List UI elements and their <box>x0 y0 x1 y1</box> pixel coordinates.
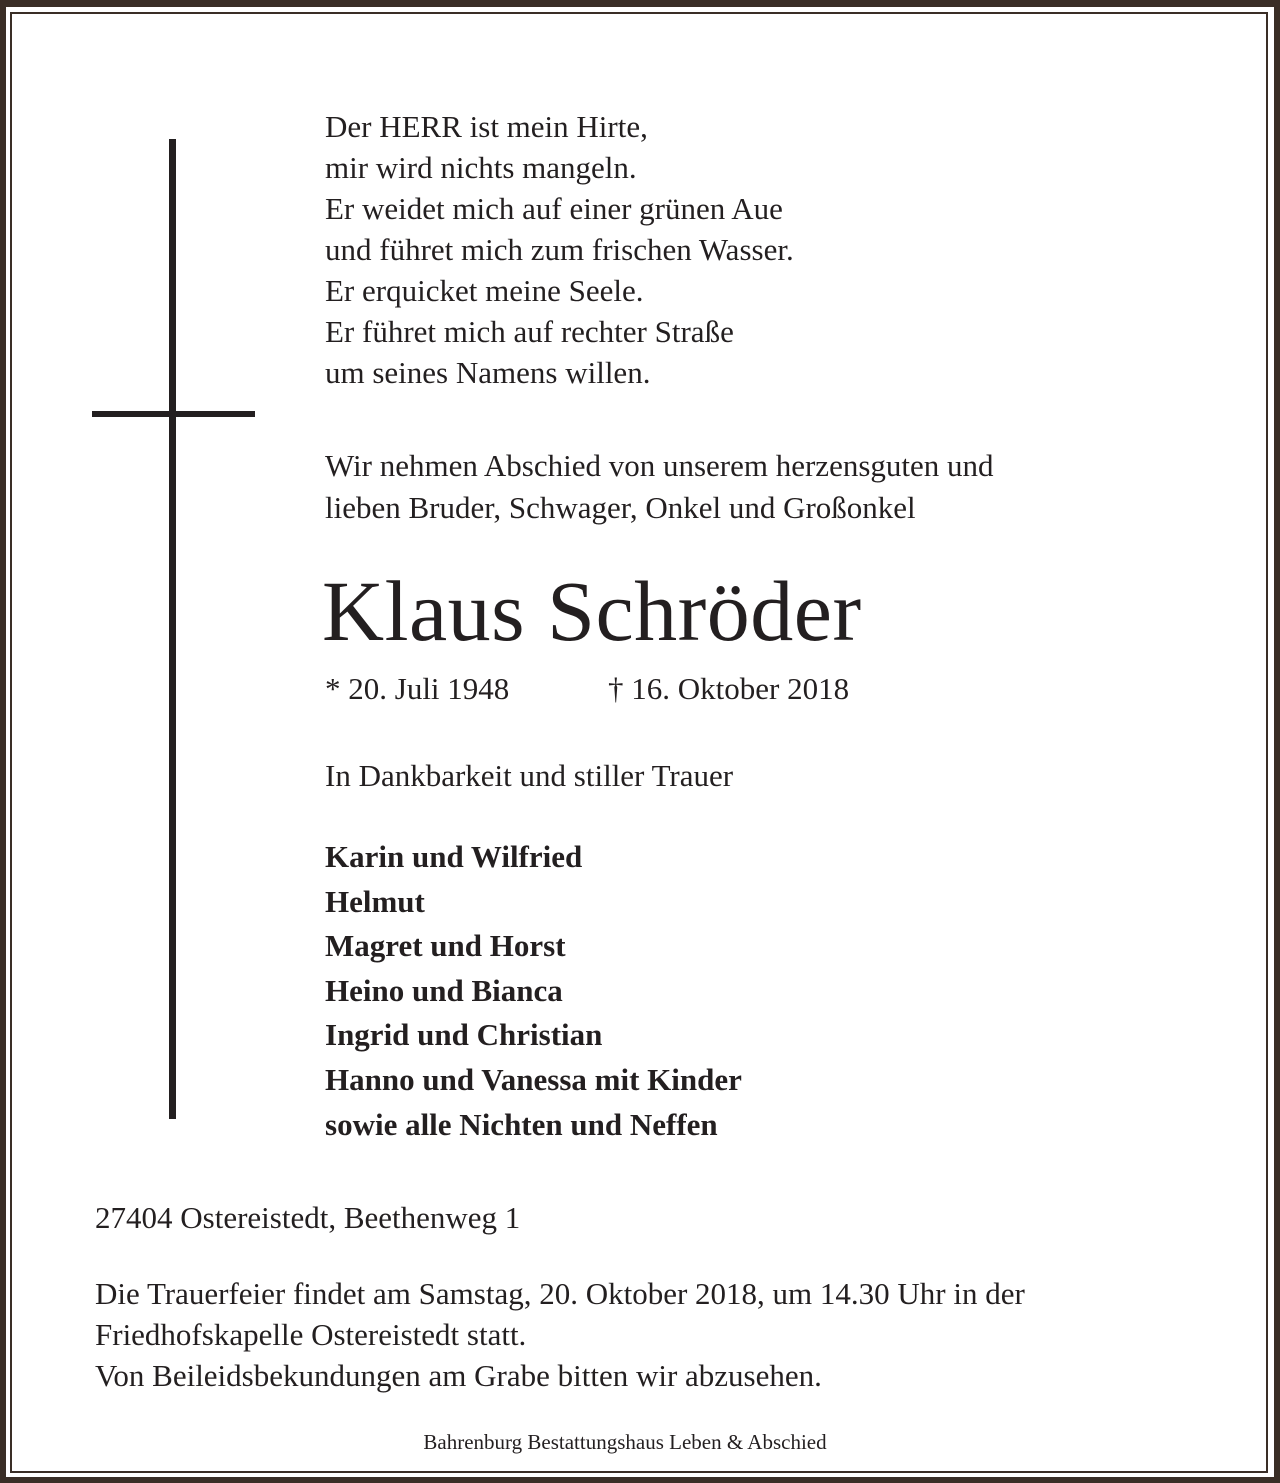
mourner-entry: sowie alle Nichten und Neffen <box>325 1106 718 1142</box>
cross-vertical-bar <box>169 139 176 1119</box>
psalm-line: um seines Namens willen. <box>325 355 651 390</box>
deceased-name: Klaus Schröder <box>322 563 862 659</box>
psalm-verse <box>325 106 794 393</box>
death-date: † 16. Oktober 2018 <box>608 671 850 706</box>
mourner-entry: Karin und Wilfried <box>325 839 583 874</box>
psalm-line: Er erquicket meine Seele. <box>325 273 644 308</box>
funeral-service-info <box>95 1273 1025 1396</box>
service-line: Die Trauerfeier findet am Samstag, 20. Oktober 2018, um 14.30 Uhr in der <box>95 1276 1025 1311</box>
mourner-entry: Hanno und Vanessa mit Kinder <box>325 1061 742 1097</box>
service-line: Friedhofskapelle Ostereistedt statt. <box>95 1317 527 1352</box>
mourner-entry: Ingrid und Christian <box>325 1017 603 1053</box>
cross-horizontal-bar <box>92 411 255 417</box>
service-line: Von Beileidsbekundungen am Grabe bitten wir abzusehen. <box>95 1358 822 1393</box>
psalm-line: mir wird nichts mangeln. <box>325 150 637 185</box>
mourner-entry: Heino und Bianca <box>325 972 563 1008</box>
mourners-list <box>325 835 742 1147</box>
psalm-line: Er führet mich auf rechter Straße <box>325 314 734 349</box>
birth-date: * 20. Juli 1948 <box>325 671 510 706</box>
mourner-entry: Helmut <box>325 883 425 919</box>
life-dates <box>325 669 850 709</box>
funeral-home-credit: Bahrenburg Bestattungshaus Leben & Abschied <box>423 1430 827 1454</box>
farewell-line: lieben Bruder, Schwager, Onkel und Großonkel <box>325 490 916 525</box>
family-address: 27404 Ostereistedt, Beethenweg 1 <box>95 1200 521 1235</box>
psalm-line: Der HERR ist mein Hirte, <box>325 109 648 144</box>
farewell-text <box>325 445 994 529</box>
mourner-entry: Magret und Horst <box>325 928 566 964</box>
psalm-line: Er weidet mich auf einer grünen Aue <box>325 191 783 226</box>
gratitude-line: In Dankbarkeit und stiller Trauer <box>325 758 734 793</box>
psalm-line: und führet mich zum frischen Wasser. <box>325 232 794 267</box>
farewell-line: Wir nehmen Abschied von unserem herzensguten und <box>325 448 994 483</box>
